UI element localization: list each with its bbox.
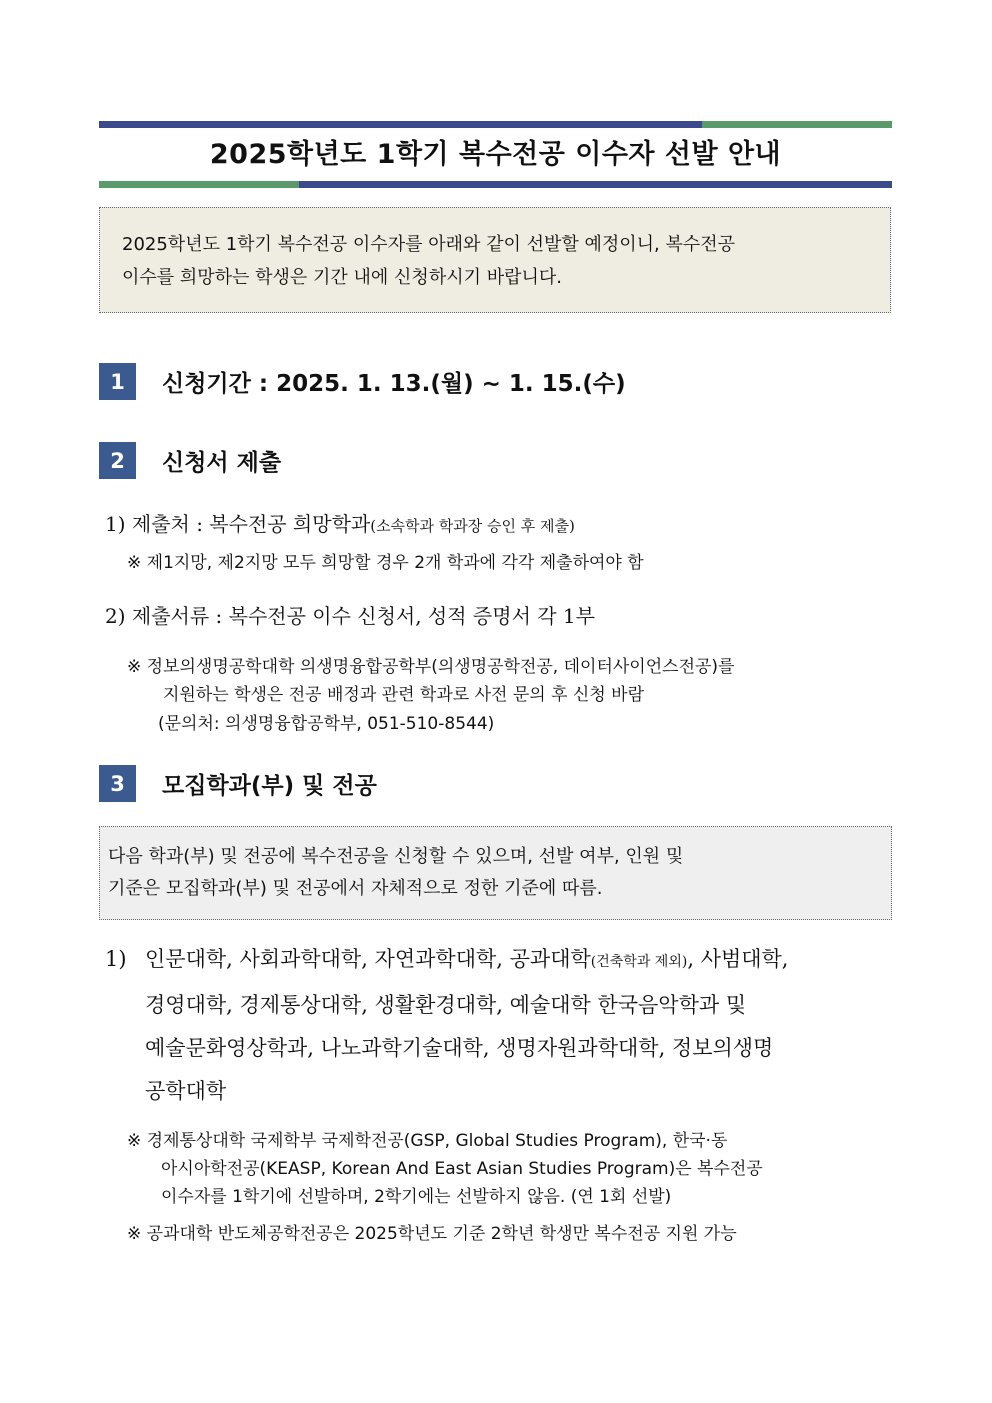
recruit-info-box	[99, 826, 892, 920]
info-line: 다음 학과(부) 및 전공에 복수전공을 신청할 수 있으며, 선발 여부, 인원 및	[108, 846, 684, 867]
college-line: 경영대학, 경제통상대학, 생활환경대학, 예술대학 한국음악학과 및	[145, 993, 747, 1017]
recruit-note: ※ 경제통상대학 국제학부 국제학전공(GSP, Global Studies Program), 한국·동	[127, 1131, 728, 1151]
recruit-colleges	[105, 938, 897, 1113]
section-title: 신청서 제출	[162, 450, 282, 476]
section-header-submission	[99, 442, 281, 479]
section-header-period	[99, 363, 626, 400]
recruit-note-cont: 아시아학전공(KEASP, Korean And East Asian Studies Program)은 복수전공	[161, 1159, 763, 1179]
college-line: 공학대학	[145, 1079, 227, 1103]
title-bar-bottom-blue	[299, 181, 892, 188]
submission-place-note: (소속학과 학과장 승인 후 제출)	[370, 517, 575, 535]
submission-item-2: 2) 제출서류 : 복수전공 이수 신청서, 성적 증명서 각 1부	[105, 604, 595, 628]
section-number-badge: 3	[99, 765, 136, 802]
section-number-badge: 1	[99, 363, 136, 400]
submission-place: 1) 제출처 : 복수전공 희망학과	[105, 512, 371, 536]
intro-line: 이수를 희망하는 학생은 기간 내에 신청하시기 바랍니다.	[122, 267, 562, 288]
section-title: 모집학과(부) 및 전공	[162, 773, 377, 799]
section-title: 신청기간 : 2025. 1. 13.(월) ~ 1. 15.(수)	[162, 371, 626, 397]
recruit-note: ※ 공과대학 반도체공학전공은 2025학년도 기준 2학년 학생만 복수전공 지원 가능	[127, 1224, 737, 1244]
recruit-note-cont: 이수자를 1학기에 선발하며, 2학기에는 선발하지 않음. (연 1회 선발)	[161, 1187, 672, 1207]
section-number-badge: 2	[99, 442, 136, 479]
title-bar-top-green	[702, 121, 892, 128]
submission-note: ※ 정보의생명공학대학 의생명융합공학부(의생명공학전공, 데이터사이언스전공)를	[127, 657, 735, 677]
title-bar-top-blue	[99, 121, 702, 128]
title-bar-bottom-green	[99, 181, 299, 188]
intro-line: 2025학년도 1학기 복수전공 이수자를 아래와 같이 선발할 예정이니, 복수전공	[122, 234, 736, 255]
intro-box	[99, 207, 891, 313]
item-number: 1)	[105, 947, 127, 971]
submission-note: ※ 제1지망, 제2지망 모두 희망할 경우 2개 학과에 각각 제출하여야 함	[127, 553, 644, 573]
submission-contact: (문의처: 의생명융합공학부, 051-510-8544)	[158, 714, 495, 734]
college-line: 인문대학, 사회과학대학, 자연과학대학, 공과대학(건축학과 제외), 사범대학,	[145, 947, 789, 971]
college-exception: (건축학과 제외)	[590, 954, 688, 970]
section-header-recruit	[99, 765, 377, 802]
college-line: 예술문화영상학과, 나노과학기술대학, 생명자원과학대학, 정보의생명	[145, 1036, 774, 1060]
page-title: 2025학년도 1학기 복수전공 이수자 선발 안내	[209, 139, 782, 170]
info-line: 기준은 모집학과(부) 및 전공에서 자체적으로 정한 기준에 따름.	[108, 878, 603, 899]
submission-note-cont: 지원하는 학생은 전공 배정과 관련 학과로 사전 문의 후 신청 바람	[163, 685, 645, 705]
submission-item-1	[105, 508, 575, 537]
